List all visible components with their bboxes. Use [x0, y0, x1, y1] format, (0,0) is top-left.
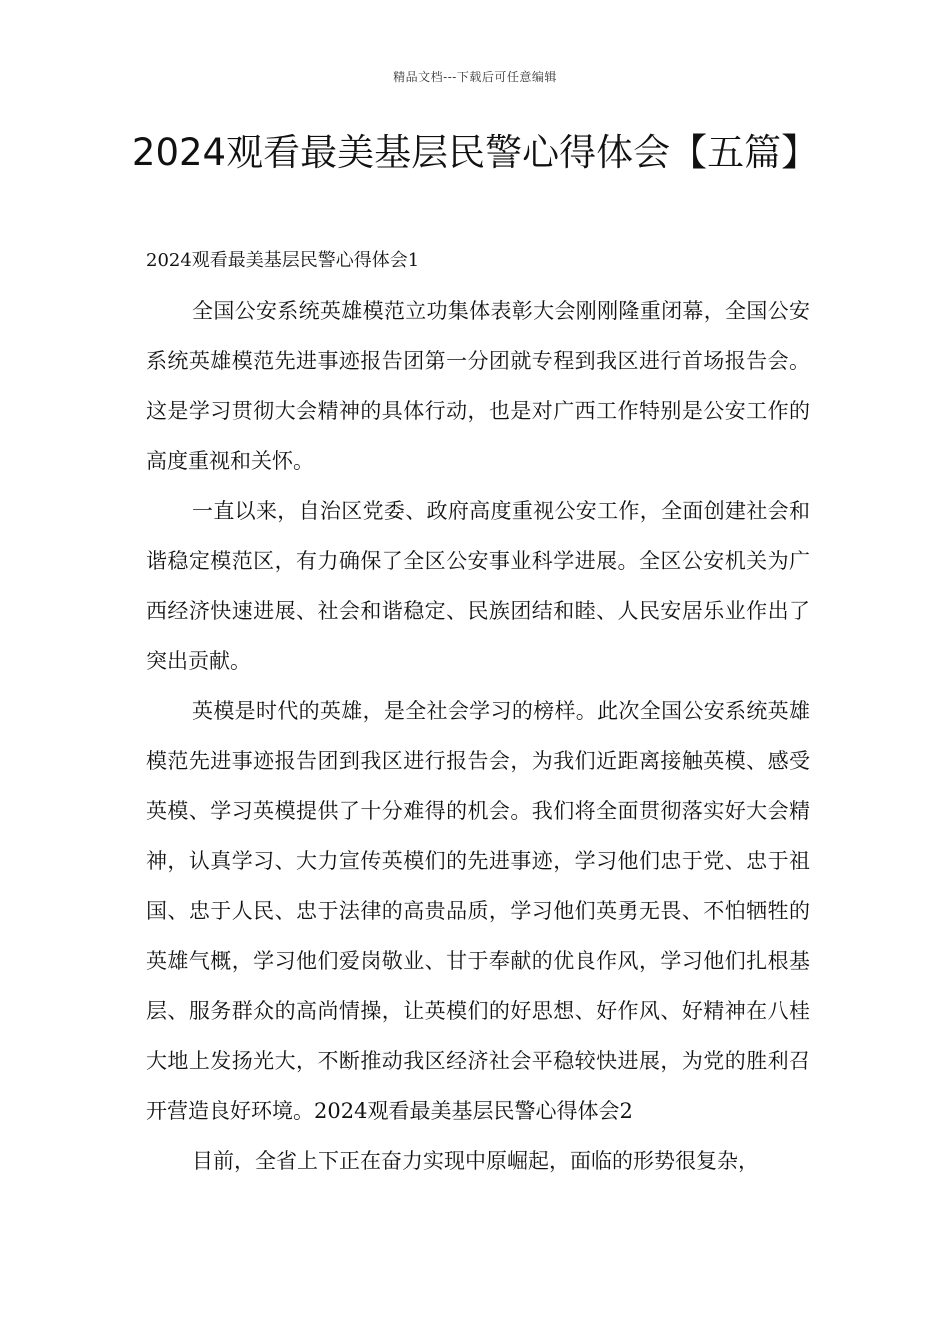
- paragraph: 一直以来，自治区党委、政府高度重视公安工作，全面创建社会和谐稳定模范区，有力确保了全区公安事业科学进展。全区公安机关为广西经济快速进展、社会和谐稳定、民族团结和睦、人民安居乐业作出了突出贡献。: [146, 499, 810, 673]
- paragraph: 英模是时代的英雄，是全社会学习的榜样。此次全国公安系统英雄模范先进事迹报告团到我区进行报告会，为我们近距离接触英模、感受英模、学习英模提供了十分难得的机会。我们将全面贯彻落实好大会精神，认真学习、大力宣传英模们的先进事迹，学习他们忠于党、忠于祖国、忠于人民、忠于法律的高贵品质，学习他们英勇无畏、不怕牺牲的英雄气概，学习他们爱岗敬业、甘于奉献的优良作风，学习他们扎根基层、服务群众的高尚情操，让英模们的好思想、好作风、好精神在八桂大地上发扬光大，不断推动我区经济社会平稳较快进展，为党的胜利召开营造良好环境。2024观看最美基层民警心得体会2: [146, 699, 810, 1123]
- header-note: 精品文档---下载后可任意编辑: [393, 70, 557, 84]
- section-heading: 2024观看最美基层民警心得体会1: [146, 250, 420, 271]
- paragraph: 全国公安系统英雄模范立功集体表彰大会刚刚隆重闭幕，全国公安系统英雄模范先进事迹报告团第一分团就专程到我区进行首场报告会。这是学习贯彻大会精神的具体行动，也是对广西工作特别是公安工作的高度重视和关怀。: [146, 299, 810, 473]
- paragraph: 目前，全省上下正在奋力实现中原崛起，面临的形势很复杂，: [192, 1149, 759, 1173]
- document-body: [146, 236, 810, 1186]
- document-title: 2024观看最美基层民警心得体会【五篇】: [131, 131, 819, 174]
